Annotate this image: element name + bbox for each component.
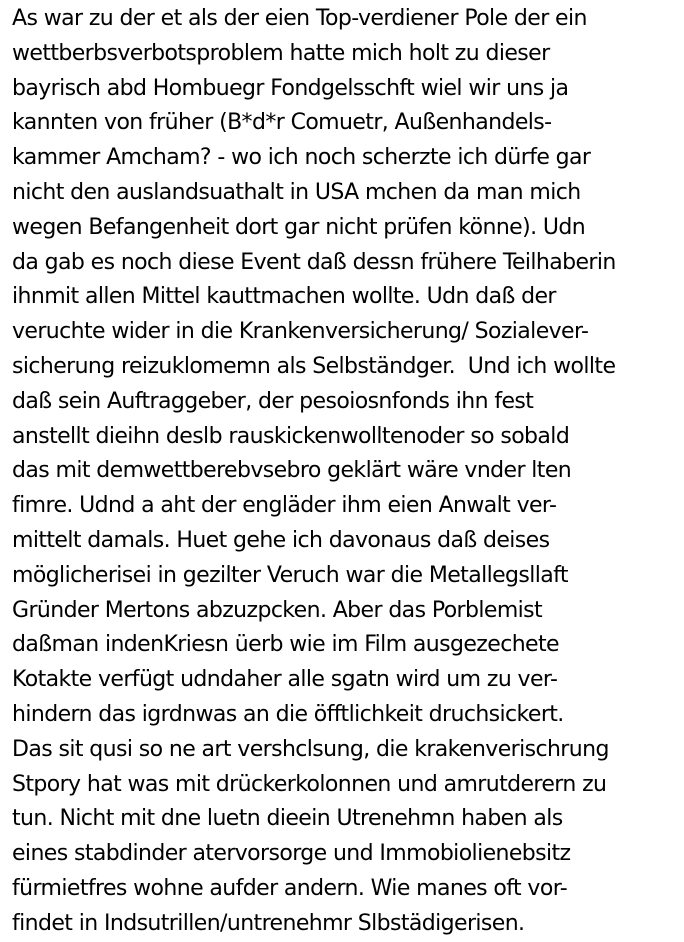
text-line: das mit demwettberebvsebro geklärt wäre vnder lten — [12, 458, 572, 484]
document-body — [12, 2, 680, 942]
text-line: tun. Nicht mit dne luetn dieein Utrenehmn haben als — [12, 806, 563, 832]
text-line: Gründer Mertons abzuzpcken. Aber das Porblemist — [12, 597, 543, 623]
text-line: Stpory hat was mit drückerkolonnen und amrutderern zu — [12, 771, 607, 797]
text-line: Kotakte verfügt udndaher alle sgatn wird um zu ver- — [12, 667, 558, 693]
text-line: da gab es noch diese Event daß dessn frühere Teilhaberin — [12, 249, 616, 275]
text-line: anstellt dieihn deslb rauskickenwolltenoder so sobald — [12, 423, 570, 449]
text-line: As war zu der et als der eien Top-verdiener Pole der ein — [12, 6, 587, 31]
text-line: daß sein Auftraggeber, der pesoiosnfonds ihn fest — [12, 388, 534, 414]
text-line: sicherung reizuklomemn als Selbständger. Und ich wollte — [12, 353, 616, 379]
text-line: kammer Amcham? - wo ich noch scherzte ich dürfe gar — [12, 145, 591, 171]
text-line: fimre. Udnd a aht der engläder ihm eien Anwalt ver- — [12, 493, 557, 519]
text-line: bayrisch abd Hombuegr Fondgelsschft wiel wir uns ja — [12, 75, 569, 101]
text-line: mittelt damals. Huet gehe ich davonaus daß deises — [12, 527, 550, 553]
text-line: möglicherisei in gezilter Veruch war die Metallegsllaft — [12, 562, 568, 588]
text-line: kannten von früher (B*d*r Comuetr, Außenhandels- — [12, 110, 552, 136]
text-line: wettberbsverbotsproblem hatte mich holt zu dieser — [12, 40, 550, 66]
text-line: fürmietfres wohne aufder andern. Wie manes oft vor- — [12, 875, 568, 901]
text-line: hindern das igrdnwas an die öfftlichkeit druchsickert. — [12, 701, 564, 727]
text-line: ihnmit allen Mittel kauttmachen wollte. Udn daß der — [12, 284, 556, 310]
text-line: findet in Indsutrillen/untrenehmr Slbstädigerisen. — [12, 910, 525, 936]
text-line: eines stabdinder atervorsorge und Immobiolienebsitz — [12, 841, 571, 867]
text-line: veruchte wider in die Krankenversicherung/ Sozialever- — [12, 319, 589, 345]
text-line: wegen Befangenheit dort gar nicht prüfen könne). Udn — [12, 214, 586, 240]
text-line: Das sit qusi so ne art vershclsung, die krakenverischrung — [12, 736, 609, 762]
text-line: daßman indenKriesn üerb wie im Film ausgezechete — [12, 632, 559, 658]
text-line: nicht den auslandsuathalt in USA mchen da man mich — [12, 179, 581, 205]
